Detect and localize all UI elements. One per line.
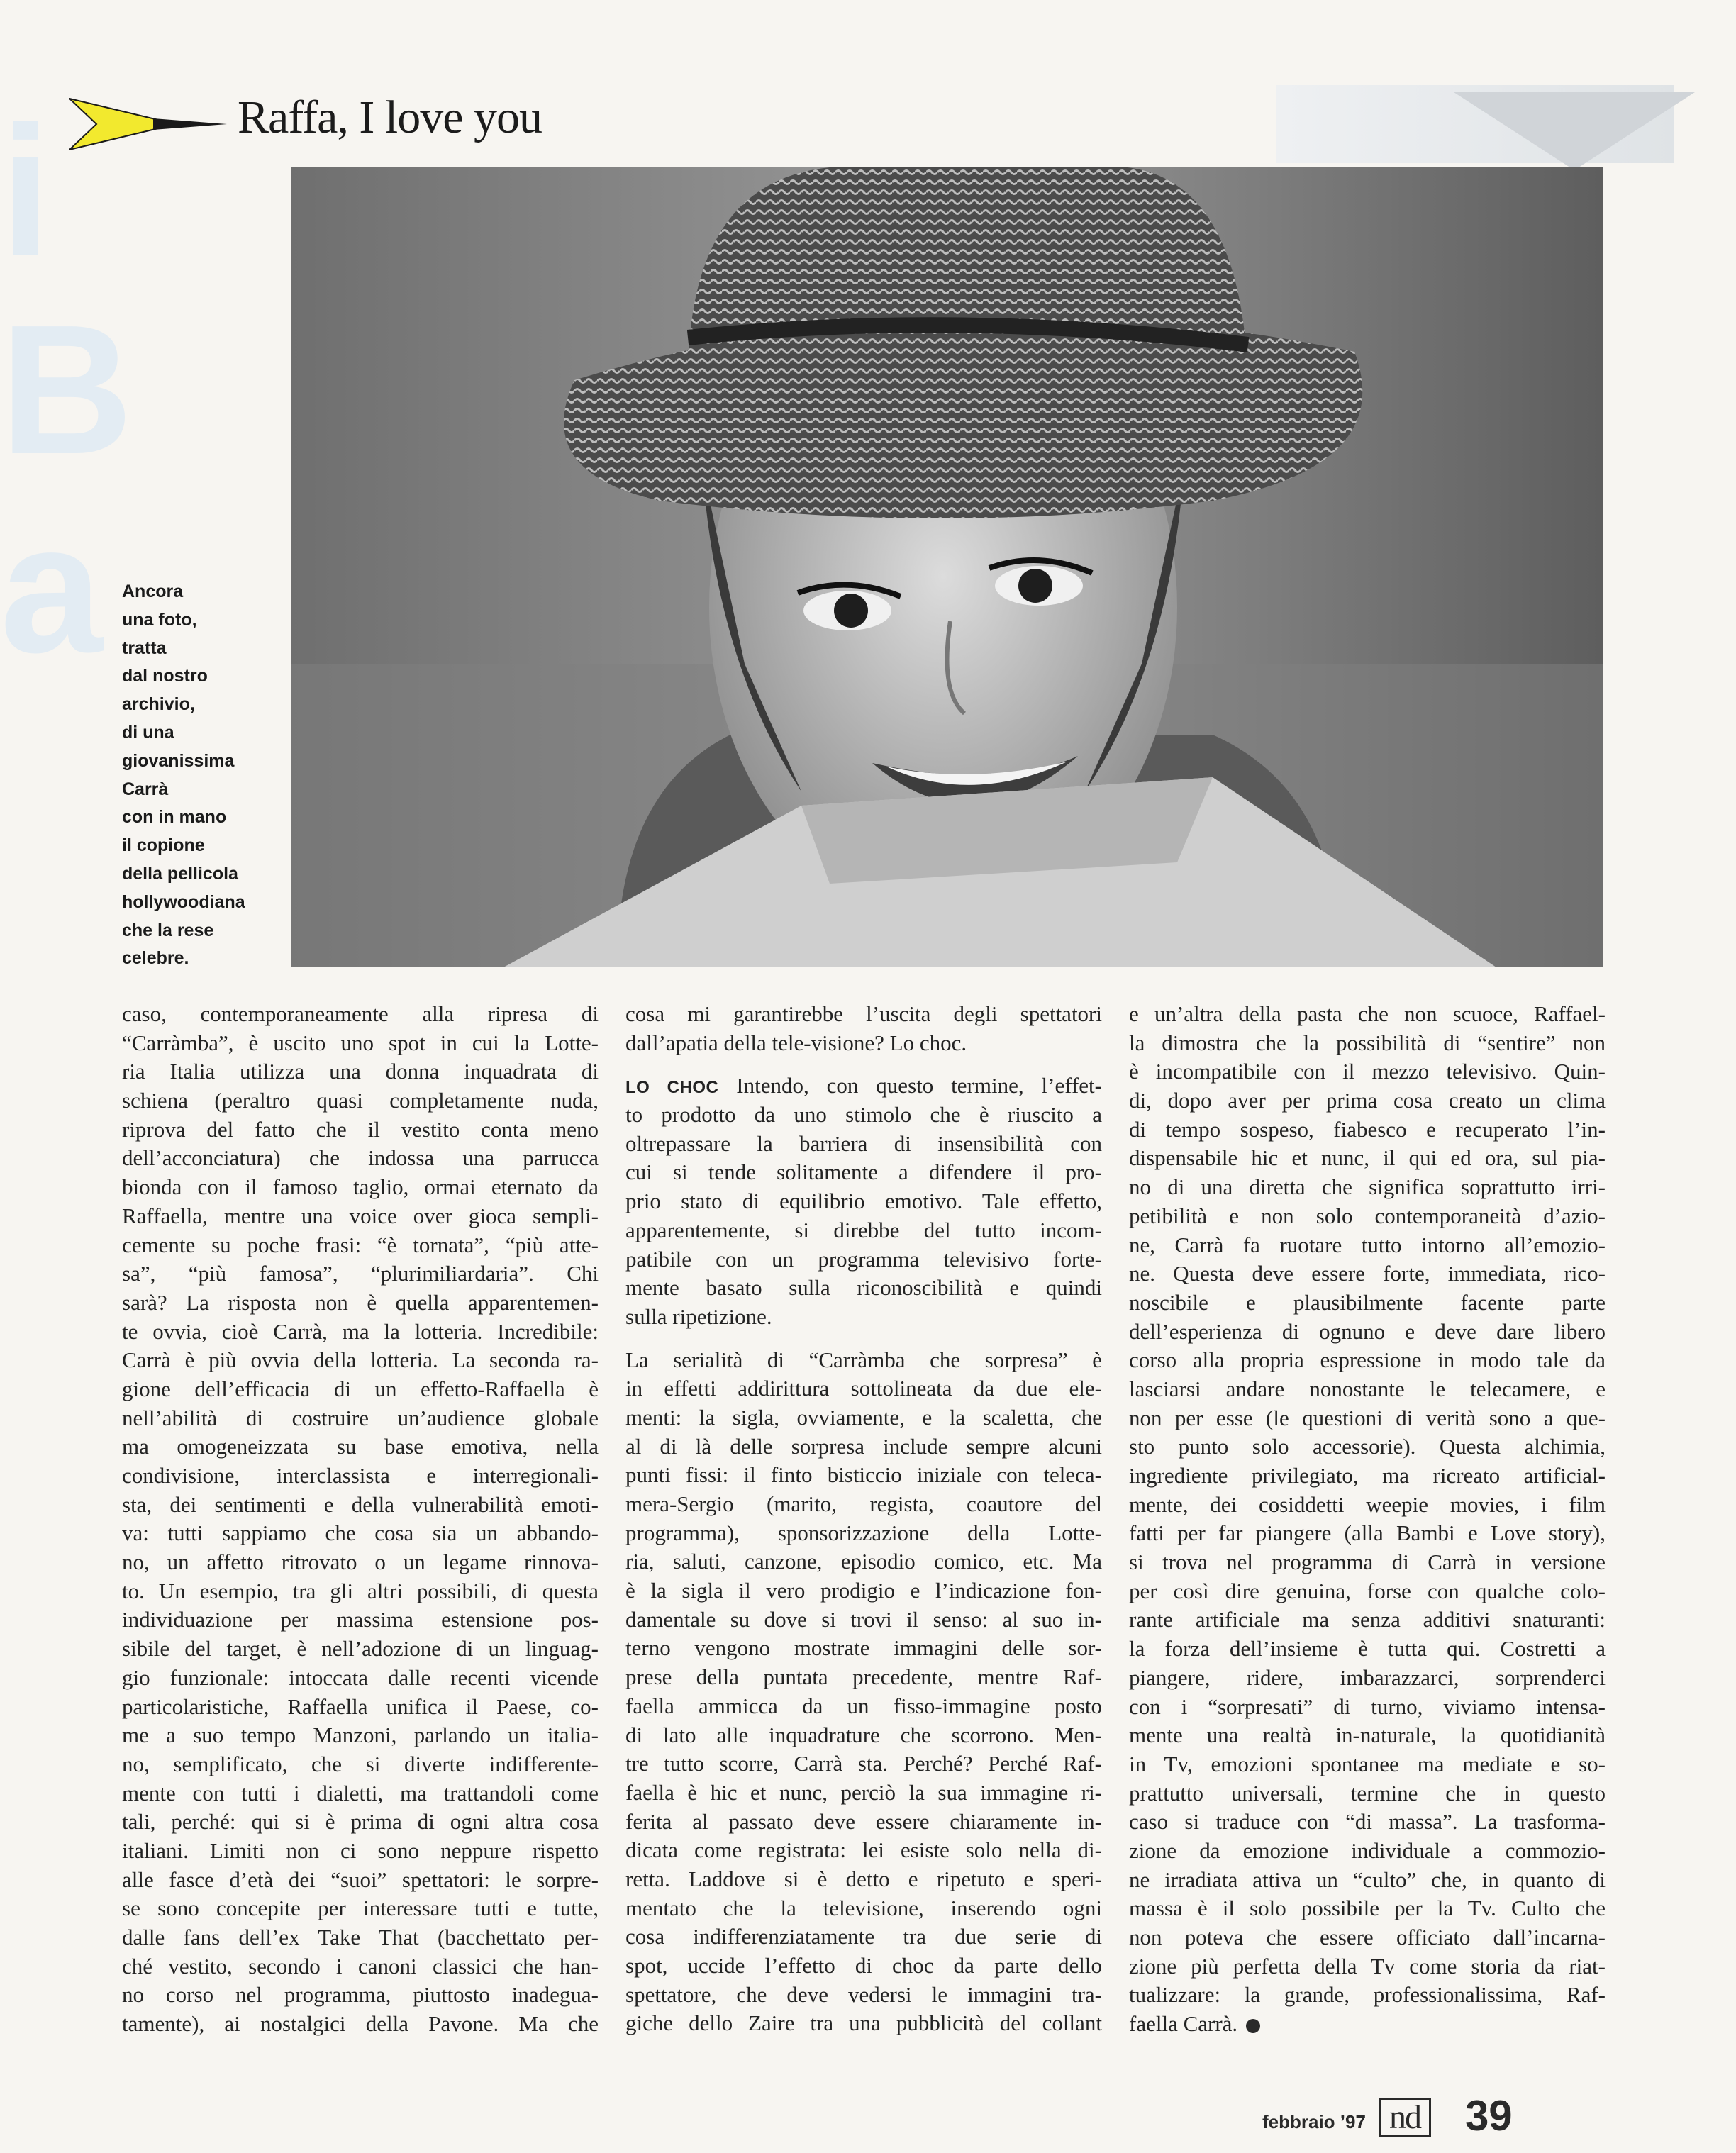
text-line: gione dell’efficacia di un effetto-Raffaella è <box>122 1376 599 1401</box>
text-line: sta, dei sentimenti e della vulnerabilità emoti- <box>122 1491 599 1517</box>
text-line: ne. Questa deve essere forte, immediata, rico- <box>1129 1261 1606 1286</box>
text-line: dispensabile hic et nunc, il qui ed ora, sul pia- <box>1129 1145 1606 1171</box>
text-line: cui si tende solitamente a difendere il pro- <box>625 1159 1102 1185</box>
text-line: piangere, ridere, imbarazzarci, sorprenderci <box>1129 1664 1606 1690</box>
text-line: oltrepassare la barriera di insensibilità con <box>625 1130 1102 1156</box>
text-line: ria, saluti, canzone, episodio comico, etc. Ma <box>625 1549 1102 1574</box>
text-line: particolaristiche, Raffaella unifica il Paese, co- <box>122 1693 599 1719</box>
text-line: tamente), ai nostalgici della Pavone. Ma che <box>122 2011 599 2037</box>
text-line: spettatore, che deve vedersi le immagini tra- <box>625 1981 1102 2007</box>
article-title: Raffa, I love you <box>238 91 542 143</box>
caption-line: una foto, <box>122 609 197 630</box>
text-line: retta. Laddove si è detto e ripetuto e speri- <box>625 1866 1102 1891</box>
text-line: tali, perché: qui si è prima di ogni altra cosa <box>122 1809 599 1835</box>
caption-line: il copione <box>122 835 205 856</box>
text-line: spot, uccide l’effetto di choc da parte dello <box>625 1953 1102 1978</box>
caption-line: celebre. <box>122 948 189 969</box>
text-line: giche dello Zaire tra una pubblicità del collant <box>625 2010 1102 2036</box>
magazine-logo: nd <box>1379 2098 1431 2137</box>
section-lead-in: LO CHOC <box>625 1078 719 1098</box>
text-line: mentato che la televisione, inserendo ogni <box>625 1895 1102 1920</box>
text-line: to. Un esempio, tra gli altri possibili, di questa <box>122 1578 599 1603</box>
text-line: al di là delle sorpresa include sempre alcuni <box>625 1433 1102 1459</box>
text-line: va: tutti sappiamo che cosa sia un abbando- <box>122 1520 599 1546</box>
text-line: in effetti addirittura sottolineata da due ele- <box>625 1376 1102 1401</box>
text-line: patibile con un programma televisivo forte- <box>625 1246 1102 1272</box>
text-line: petibilità e non solo contemporaneità d’azio- <box>1129 1203 1606 1228</box>
page-footer <box>1262 2088 1513 2140</box>
text-line: ché vestito, secondo i canoni classici che han- <box>122 1953 599 1979</box>
text-line: no di una diretta che significa soprattutto irri- <box>1129 1174 1606 1200</box>
caption-line: della pellicola <box>122 863 238 884</box>
caption-line: che la rese <box>122 920 214 940</box>
text-line: prese della puntata precedente, mentre Raf- <box>625 1664 1102 1690</box>
text-line-with-lead <box>625 1072 1102 1101</box>
text-line: dall’apatia della tele-visione? Lo choc. <box>625 1030 967 1055</box>
text-line: cosa mi garantirebbe l’uscita degli spettatori <box>625 1001 1102 1026</box>
text-line: con i “sorpresati” di turno, viviamo intensa- <box>1129 1693 1606 1719</box>
text-line: punti fissi: il finto bisticcio iniziale con teleca- <box>625 1462 1102 1488</box>
text-line: zione più perfetta della Tv come storia da riat- <box>1129 1953 1606 1979</box>
text-line: dicata come registrata: lei esiste solo nella di- <box>625 1837 1102 1863</box>
text-line: faella è hic et nunc, perciò la sua immagine ri- <box>625 1779 1102 1805</box>
text-line: mera-Sergio (marito, regista, coautore del <box>625 1491 1102 1516</box>
caption-line: archivio, <box>122 694 195 715</box>
text-line: la dimostra che la possibilità di “sentire” non <box>1129 1030 1606 1055</box>
text-column-2 <box>625 1000 1102 2038</box>
caption-line: con in mano <box>122 807 227 828</box>
text-line: no, semplificato, che si diverte indifferente- <box>122 1751 599 1776</box>
text-line: corso alla propria espressione in modo tale da <box>1129 1347 1606 1373</box>
text-line: Raffaella, mentre una voice over gioca sempli- <box>122 1203 599 1228</box>
text-line-last <box>1129 2010 1606 2039</box>
text-line: ria Italia utilizza una donna inquadrata di <box>122 1059 599 1084</box>
text-line: mente, dei cosiddetti weepie movies, i film <box>1129 1491 1606 1517</box>
text-line: fatti per far piangere (alla Bambi e Love story), <box>1129 1520 1606 1546</box>
text-line: italiani. Limiti non ci sono neppure rispetto <box>122 1837 599 1863</box>
text-line: nell’abilità di costruire un’audience globale <box>122 1405 599 1430</box>
show-through-background: i B a <box>0 92 133 691</box>
text-line: tre tutto scorre, Carrà sta. Perché? Perché Raf- <box>625 1751 1102 1776</box>
text-line: sulla ripetizione. <box>625 1303 772 1329</box>
text-line: la forza dell’insieme è tutta qui. Costretti a <box>1129 1636 1606 1662</box>
text-line: rante artificiale ma senza additivi snaturanti: <box>1129 1607 1606 1632</box>
text-line: riprova del fatto che il vestito conta meno <box>122 1116 599 1142</box>
text-line: me a suo tempo Manzoni, parlando un italia- <box>122 1723 599 1748</box>
text-line: gio funzionale: intoccata dalle recenti vicende <box>122 1664 599 1690</box>
text-line: mente con tutti i dialetti, ma trattandoli come <box>122 1780 599 1806</box>
caption-line: giovanissima <box>122 750 235 771</box>
text-line: se sono concepite per interessare tutti e tutte, <box>122 1896 599 1921</box>
issue-date: febbraio ’97 <box>1262 2111 1366 2132</box>
caption-line: Carrà <box>122 779 169 799</box>
text-line: alle fasce d’età dei “suoi” spettatori: le sorpre- <box>122 1867 599 1892</box>
text-line: individuazione per massima estensione pos- <box>122 1607 599 1632</box>
text-line: non per esse (le questioni di verità sono a que- <box>1129 1405 1606 1430</box>
text-line: sarà? La risposta non è quella apparentemen- <box>122 1289 599 1315</box>
text-line: ingrediente privilegiato, ma ricreato artificial- <box>1129 1463 1606 1488</box>
text-line: sto punto solo accessorie). Questa alchimia, <box>1129 1434 1606 1459</box>
adjacent-page-bleed-shape <box>1454 92 1695 170</box>
text-line: Carrà è più ovvia della lotteria. La seconda ra- <box>122 1347 599 1373</box>
text-line: “Carràmba”, è uscito uno spot in cui la Lotte- <box>122 1030 599 1055</box>
page-number: 39 <box>1464 2092 1513 2140</box>
text-line: dell’esperienza di ognuno e deve dare libero <box>1129 1318 1606 1344</box>
title-arrow-icon <box>69 96 233 152</box>
text-line: to prodotto da uno stimolo che è riuscito a <box>625 1102 1102 1128</box>
text-line: dalle fans dell’ex Take That (bacchettato per- <box>122 1925 599 1949</box>
text-line: faella Carrà. <box>1129 2011 1238 2037</box>
text-column-3 <box>1129 1000 1606 2039</box>
text-line: si trova nel programma di Carrà in versione <box>1129 1550 1606 1575</box>
text-line: ne, Carrà fa ruotare tutto intorno all’emozio- <box>1129 1232 1606 1257</box>
text-line: ferita al passato deve essere chiaramente in- <box>625 1808 1102 1834</box>
text-line: apparentemente, si direbbe del tutto incom- <box>625 1217 1102 1242</box>
text-line: ne irradiata attiva un “culto” che, in quanto di <box>1129 1867 1606 1892</box>
text-line: cemente su poche frasi: “è tornata”, “più atte- <box>122 1232 599 1257</box>
text-line: prattutto universali, termine che in questo <box>1129 1780 1606 1806</box>
caption-line: tratta <box>122 638 167 658</box>
caption-line: hollywoodiana <box>122 891 245 912</box>
text-line: mente una realtà in-naturale, la quotidianità <box>1129 1723 1606 1748</box>
text-line: terno vengono mostrate immagini delle sor- <box>625 1635 1102 1661</box>
text-line: prio stato di equilibrio emotivo. Tale effetto, <box>625 1189 1102 1214</box>
text-line: bionda con il famoso taglio, ormai eternato da <box>122 1174 599 1200</box>
caption-line: di una <box>122 722 174 742</box>
text-line: di lato alle inquadrature che scorrono. Men- <box>625 1722 1102 1747</box>
text-line: caso, contemporaneamente alla ripresa di <box>122 1001 599 1026</box>
text-column-1 <box>122 1000 599 2039</box>
caption-line: Ancora <box>122 582 184 601</box>
text-line: sibile del target, è nell’adozione di un linguag- <box>122 1636 599 1662</box>
text-line: programma), sponsorizzazione della Lotte- <box>625 1520 1102 1545</box>
end-mark-icon <box>1246 2019 1260 2033</box>
text-line: damentale su dove si trovi il senso: al suo in- <box>625 1606 1102 1632</box>
text-line: di tempo sospeso, fiabesco e recuperato l’in- <box>1129 1116 1606 1142</box>
text-line: lasciarsi andare nonostante le telecamere, e <box>1129 1376 1606 1401</box>
text-line: schiena (peraltro quasi completamente nuda, <box>122 1088 599 1113</box>
text-line: faella ammicca da un fisso-immagine posto <box>625 1693 1102 1718</box>
text-line: massa è il solo possibile per la Tv. Culto che <box>1129 1896 1606 1921</box>
text-line: ma omogeneizzata su base emotiva, nella <box>122 1434 599 1459</box>
text-line: è incompatibile con il mezzo televisivo. Quin- <box>1129 1059 1606 1084</box>
text-line: menti: la sigla, ovviamente, e la scaletta, che <box>625 1404 1102 1430</box>
text-line: zione da emozione individuale a commozio- <box>1129 1837 1606 1863</box>
text-line: condivisione, interclassista e interregionali- <box>122 1463 599 1488</box>
text-line: te ovvia, cioè Carrà, ma la lotteria. Incredibile: <box>122 1318 599 1344</box>
portrait-photo <box>291 167 1603 967</box>
text-line: sa”, “più famosa”, “plurimiliardaria”. Chi <box>122 1261 599 1286</box>
text-line: non poteva che essere officiato dall’incarna- <box>1129 1925 1606 1949</box>
text-line: in Tv, emozioni spontanee ma mediate e so- <box>1129 1751 1606 1776</box>
text-line: no, un affetto ritrovato o un legame rinnova- <box>122 1550 599 1575</box>
text-line: noscibile e plausibilmente facente parte <box>1129 1289 1606 1315</box>
text-line: no corso nel programma, piuttosto inadegua- <box>122 1982 599 2008</box>
text-line: tualizzare: la grande, professionalissima, Raf- <box>1129 1982 1606 2008</box>
photo-caption <box>122 578 277 973</box>
text-line: mente basato sulla riconoscibilità e quindi <box>625 1275 1102 1301</box>
caption-line: dal nostro <box>122 666 208 686</box>
text-line: La serialità di “Carràmba che sorpresa” è <box>625 1347 1102 1372</box>
text-line: caso si traduce con “di massa”. La trasforma- <box>1129 1809 1606 1835</box>
text-line: per così dire genuina, forse con qualche colo- <box>1129 1578 1606 1603</box>
text-line: di, dopo aver per prima cosa creato un clima <box>1129 1088 1606 1113</box>
text-line: cosa indifferenziatamente tra due serie di <box>625 1924 1102 1949</box>
text-line: è la sigla il vero prodigio e l’indicazione fon- <box>625 1578 1102 1603</box>
text-line: e un’altra della pasta che non scuoce, Raffael- <box>1129 1001 1606 1026</box>
text-line: Intendo, con questo termine, l’effet- <box>736 1073 1102 1098</box>
text-line: dell’acconciatura) che indossa una parrucca <box>122 1145 599 1171</box>
